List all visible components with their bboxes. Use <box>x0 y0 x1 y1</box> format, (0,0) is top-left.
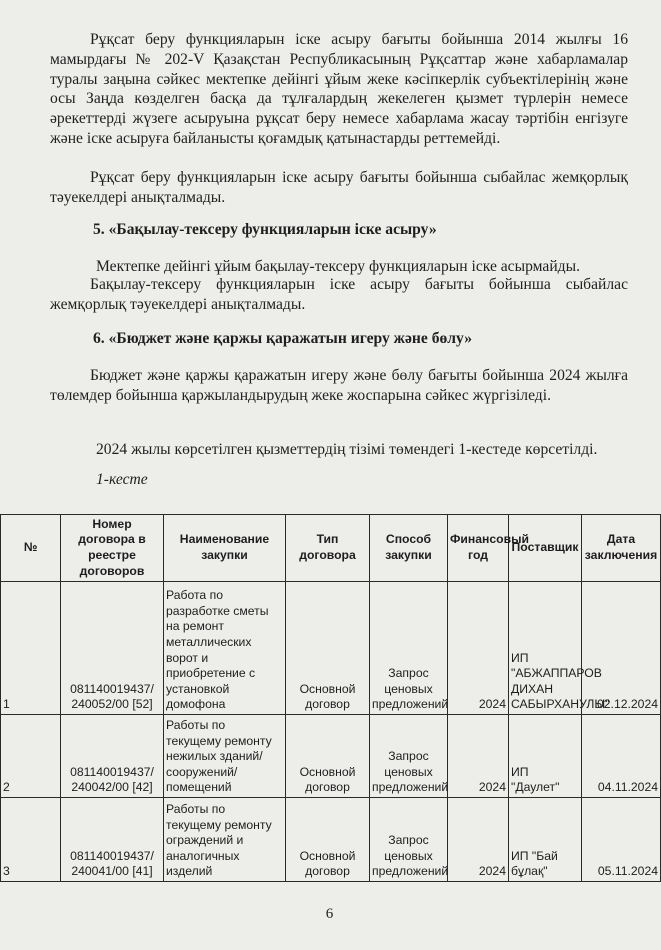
table-header-row <box>1 515 661 582</box>
cell-supplier: ИП "Бай бұлақ" <box>509 798 582 882</box>
cell-contract-no: 081140019437/ 240041/00 [41] <box>61 798 164 882</box>
table-row <box>1 582 661 715</box>
section-heading-5: 5. «Бақылау-тексеру функцияларын іске асыру» <box>93 221 437 238</box>
table-caption: 1-кесте <box>96 471 148 488</box>
cell-method: Запрос ценовых предложений <box>370 582 448 715</box>
cell-date: 05.11.2024 <box>582 798 661 882</box>
cell-method: Запрос ценовых предложений <box>370 798 448 882</box>
cell-contract-no: 081140019437/ 240042/00 [42] <box>61 715 164 798</box>
procurement-table <box>0 514 661 882</box>
header-name: Наименование закупки <box>164 515 286 582</box>
table-row <box>1 715 661 798</box>
cell-method: Запрос ценовых предложений <box>370 715 448 798</box>
cell-supplier: ИП "Даулет" <box>509 715 582 798</box>
paragraph-permits-risk: Рұқсат беру функцияларын іске асыру бағыты бойынша сыбайлас жемқорлық тәуекелдері анықталмады. <box>50 169 628 206</box>
cell-year: 2024 <box>448 715 509 798</box>
cell-num: 1 <box>1 582 61 715</box>
header-contract-no: Номер договора в реестре договоров <box>61 515 164 582</box>
cell-contract-no: 081140019437/ 240052/00 [52] <box>61 582 164 715</box>
header-num: № <box>1 515 61 582</box>
table-row <box>1 798 661 882</box>
page-number: 6 <box>325 906 334 922</box>
paragraph-services-list: 2024 жылы көрсетілген қызметтердің тізімі төмендегі 1-кестеде көрсетілді. <box>96 441 598 458</box>
cell-type: Основной договор <box>286 582 370 715</box>
cell-type: Основной договор <box>286 715 370 798</box>
cell-num: 3 <box>1 798 61 882</box>
cell-supplier: ИП "АБЖАППАРОВ ДИХАН САБЫРХАНУЛЫ" <box>509 582 582 715</box>
cell-type: Основной договор <box>286 798 370 882</box>
paragraph-control-risk: Бақылау-тексеру функцияларын іске асыру бағыты бойынша сыбайлас жемқорлық тәуекелдері анықталмады. <box>50 276 628 313</box>
header-method: Способ закупки <box>370 515 448 582</box>
cell-name: Работы по текущему ремонту ограждений и аналогичных изделий <box>164 798 286 882</box>
cell-year: 2024 <box>448 798 509 882</box>
section-heading-6: 6. «Бюджет және қаржы қаражатын игеру және бөлу» <box>93 330 473 347</box>
cell-num: 2 <box>1 715 61 798</box>
paragraph-control: Мектепке дейінгі ұйым бақылау-тексеру функцияларын іске асырмайды. <box>96 258 580 275</box>
cell-name: Работа по разработке сметы на ремонт металлических ворот и приобретение с установкой домофона <box>164 582 286 715</box>
header-supplier: Поставщик <box>509 515 582 582</box>
paragraph-permits: Рұқсат беру функцияларын іске асыру бағыты бойынша 2014 жылғы 16 мамырдағы № 202-V Қазақстан Республикасының Рұқсаттар және хабарламалар туралы заңына сәйкес мектепке дейінгі ұйым жеке кәсіпкерлік субъектілерінің және осы Заңда көзделген басқа да тұлғалардың жекелеген қызмет түрлерін немесе әрекеттерді жүзеге асыруына рұқсат беру немесе хабарлама жасау тәртібін енгізуге және іске асыруға байланысты қоғамдық қатынастарды реттемейді. <box>50 31 628 147</box>
paragraph-budget: Бюджет және қаржы қаражатын игеру және бөлу бағыты бойынша 2024 жылға төлемдер бойынша қаржыландырудың жеке жоспарына сәйкес жүргізіледі. <box>50 367 628 404</box>
cell-date: 04.11.2024 <box>582 715 661 798</box>
cell-name: Работы по текущему ремонту нежилых зданий/сооружений/помещений <box>164 715 286 798</box>
header-type: Тип договора <box>286 515 370 582</box>
header-date: Дата заключения <box>582 515 661 582</box>
cell-date: 02.12.2024 <box>582 582 661 715</box>
cell-year: 2024 <box>448 582 509 715</box>
header-year: Финансовый год <box>448 515 509 582</box>
